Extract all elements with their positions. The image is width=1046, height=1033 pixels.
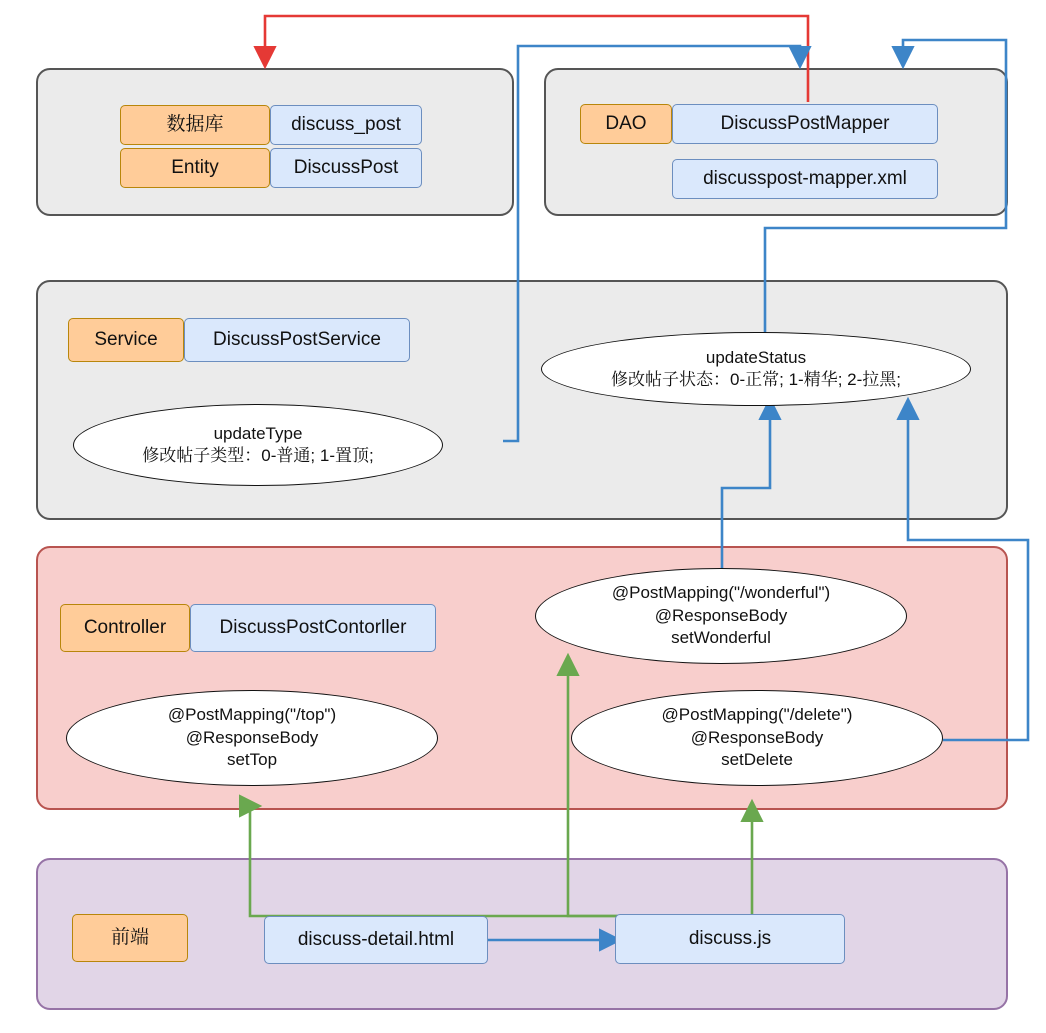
- dao-mapper-interface: DiscussPostMapper: [672, 104, 938, 144]
- service-class-name: DiscussPostService: [184, 318, 410, 362]
- handler-set-top: [66, 690, 438, 786]
- service-tag: Service: [68, 318, 184, 362]
- handler-set-wonderful-method: setWonderful: [671, 628, 771, 648]
- database-tag: 数据库: [120, 105, 270, 145]
- controller-tag: Controller: [60, 604, 190, 652]
- entity-class-name: DiscussPost: [270, 148, 422, 188]
- frontend-html-file: discuss-detail.html: [264, 916, 488, 964]
- handler-set-top-method: setTop: [226, 750, 278, 770]
- method-update-status-desc: 修改帖子状态：0-正常; 1-精华; 2-拉黑;: [611, 370, 901, 389]
- database-table-name: discuss_post: [270, 105, 422, 145]
- method-update-type: [73, 404, 443, 486]
- handler-set-wonderful: [535, 568, 907, 664]
- handler-set-delete-mapping: @PostMapping("/delete"): [661, 705, 853, 725]
- dao-tag: DAO: [580, 104, 672, 144]
- method-update-type-name: updateType: [213, 423, 303, 443]
- method-update-status-name: updateStatus: [705, 347, 807, 367]
- handler-set-top-mapping: @PostMapping("/top"): [167, 705, 337, 725]
- method-update-status: [541, 332, 971, 406]
- frontend-js-file: discuss.js: [615, 914, 845, 964]
- handler-set-delete: [571, 690, 943, 786]
- entity-tag: Entity: [120, 148, 270, 188]
- dao-mapper-xml: discusspost-mapper.xml: [672, 159, 938, 199]
- handler-set-wonderful-mapping: @PostMapping("/wonderful"): [611, 583, 831, 603]
- handler-set-top-responsebody: @ResponseBody: [185, 727, 319, 747]
- frontend-tag: 前端: [72, 914, 188, 962]
- controller-class-name: DiscussPostContorller: [190, 604, 436, 652]
- method-update-type-desc: 修改帖子类型：0-普通; 1-置顶;: [142, 446, 374, 465]
- handler-set-delete-method: setDelete: [721, 750, 793, 770]
- handler-set-delete-responsebody: @ResponseBody: [690, 727, 824, 747]
- handler-set-wonderful-responsebody: @ResponseBody: [654, 605, 788, 625]
